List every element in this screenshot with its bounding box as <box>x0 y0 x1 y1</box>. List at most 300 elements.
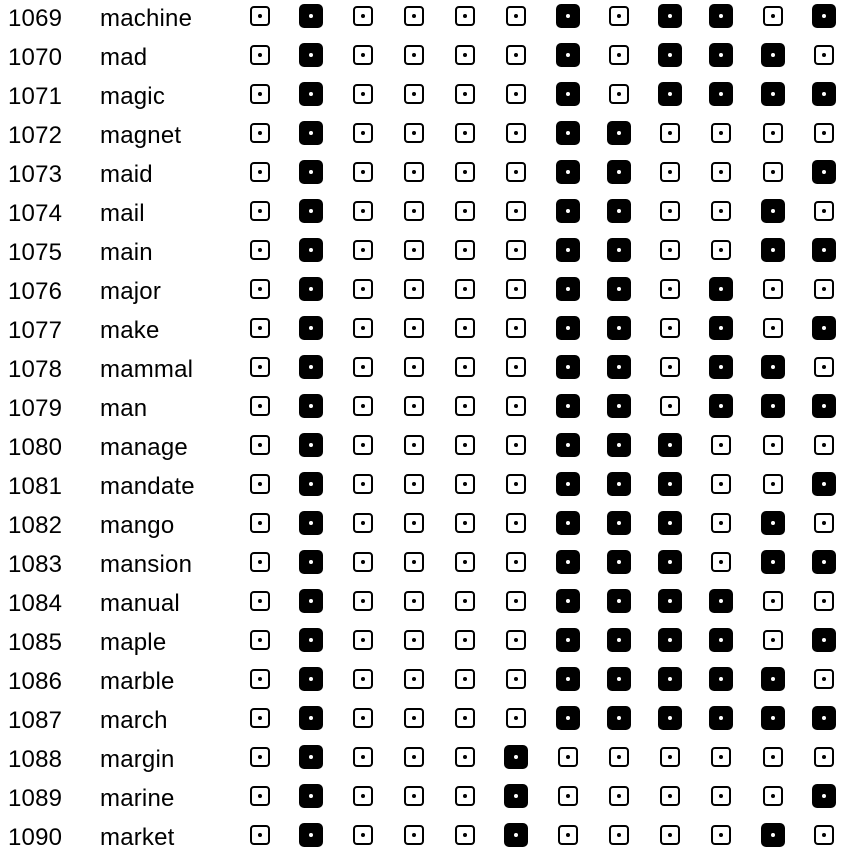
bit-empty-icon <box>814 825 834 845</box>
bit-filled-icon <box>556 433 580 457</box>
bit-empty-icon <box>455 435 475 455</box>
bit-empty-icon <box>404 708 424 728</box>
table-row <box>0 470 855 509</box>
bit-empty-icon <box>506 708 526 728</box>
bit-filled-icon <box>607 316 631 340</box>
bit-filled-icon <box>709 4 733 28</box>
bit-empty-icon <box>455 162 475 182</box>
word-label: mansion <box>100 551 193 578</box>
bit-empty-icon <box>404 669 424 689</box>
bit-filled-icon <box>658 706 682 730</box>
word-label: marble <box>100 668 175 695</box>
bit-empty-icon <box>763 474 783 494</box>
bit-filled-icon <box>556 511 580 535</box>
bit-filled-icon <box>658 589 682 613</box>
bit-filled-icon <box>607 160 631 184</box>
bit-filled-icon <box>299 472 323 496</box>
bit-empty-icon <box>353 513 373 533</box>
bit-empty-icon <box>506 630 526 650</box>
bit-filled-icon <box>658 667 682 691</box>
bit-filled-icon <box>709 394 733 418</box>
bit-empty-icon <box>763 162 783 182</box>
bit-empty-icon <box>506 240 526 260</box>
bit-filled-icon <box>761 511 785 535</box>
bit-empty-icon <box>404 825 424 845</box>
bit-empty-icon <box>609 747 629 767</box>
bit-filled-icon <box>607 199 631 223</box>
bit-filled-icon <box>761 394 785 418</box>
bit-empty-icon <box>506 123 526 143</box>
bit-filled-icon <box>607 667 631 691</box>
bit-filled-icon <box>299 277 323 301</box>
bit-filled-icon <box>299 667 323 691</box>
bit-empty-icon <box>353 669 373 689</box>
bit-empty-icon <box>814 201 834 221</box>
bit-filled-icon <box>658 472 682 496</box>
bit-empty-icon <box>250 552 270 572</box>
bit-empty-icon <box>506 591 526 611</box>
word-index: 1076 <box>8 278 63 305</box>
word-label: mango <box>100 512 175 539</box>
bit-empty-icon <box>711 162 731 182</box>
bit-empty-icon <box>353 84 373 104</box>
bit-filled-icon <box>761 238 785 262</box>
bit-empty-icon <box>404 747 424 767</box>
bit-filled-icon <box>607 511 631 535</box>
bit-filled-icon <box>299 745 323 769</box>
bit-empty-icon <box>250 318 270 338</box>
table-row <box>0 626 855 665</box>
bit-filled-icon <box>556 199 580 223</box>
bit-empty-icon <box>353 552 373 572</box>
word-index: 1073 <box>8 161 63 188</box>
bit-empty-icon <box>250 747 270 767</box>
bit-filled-icon <box>607 628 631 652</box>
bit-filled-icon <box>812 238 836 262</box>
bit-empty-icon <box>814 669 834 689</box>
bit-filled-icon <box>607 121 631 145</box>
bit-filled-icon <box>761 43 785 67</box>
bit-filled-icon <box>761 823 785 847</box>
bit-empty-icon <box>404 201 424 221</box>
bit-empty-icon <box>814 513 834 533</box>
word-label: mail <box>100 200 145 227</box>
bit-filled-icon <box>299 121 323 145</box>
bit-empty-icon <box>455 513 475 533</box>
bit-empty-icon <box>660 825 680 845</box>
word-label: man <box>100 395 148 422</box>
bit-filled-icon <box>709 706 733 730</box>
bit-filled-icon <box>299 706 323 730</box>
bit-empty-icon <box>353 162 373 182</box>
bit-filled-icon <box>556 394 580 418</box>
bit-empty-icon <box>506 552 526 572</box>
bit-empty-icon <box>404 84 424 104</box>
bit-empty-icon <box>455 279 475 299</box>
table-row <box>0 392 855 431</box>
bit-empty-icon <box>455 45 475 65</box>
word-index: 1081 <box>8 473 63 500</box>
bit-empty-icon <box>660 201 680 221</box>
word-label: main <box>100 239 153 266</box>
bit-empty-icon <box>763 6 783 26</box>
bit-empty-icon <box>455 396 475 416</box>
bit-empty-icon <box>455 825 475 845</box>
bit-filled-icon <box>504 784 528 808</box>
bit-empty-icon <box>660 162 680 182</box>
bit-filled-icon <box>709 316 733 340</box>
bit-empty-icon <box>250 474 270 494</box>
word-index: 1085 <box>8 629 63 656</box>
table-row <box>0 704 855 743</box>
bit-empty-icon <box>814 279 834 299</box>
bit-empty-icon <box>455 240 475 260</box>
bit-empty-icon <box>353 630 373 650</box>
bit-empty-icon <box>711 825 731 845</box>
bit-filled-icon <box>556 472 580 496</box>
bit-filled-icon <box>761 550 785 574</box>
bit-filled-icon <box>709 355 733 379</box>
word-index: 1080 <box>8 434 63 461</box>
bit-empty-icon <box>455 201 475 221</box>
bit-filled-icon <box>709 277 733 301</box>
table-row <box>0 821 855 860</box>
bit-empty-icon <box>404 513 424 533</box>
bit-filled-icon <box>709 589 733 613</box>
bit-empty-icon <box>455 552 475 572</box>
table-row <box>0 41 855 80</box>
bit-empty-icon <box>404 240 424 260</box>
bit-empty-icon <box>404 357 424 377</box>
table-row <box>0 353 855 392</box>
bit-empty-icon <box>558 747 578 767</box>
bit-empty-icon <box>353 825 373 845</box>
bit-filled-icon <box>709 43 733 67</box>
word-index: 1072 <box>8 122 63 149</box>
bit-empty-icon <box>506 435 526 455</box>
bit-empty-icon <box>660 279 680 299</box>
bit-empty-icon <box>250 201 270 221</box>
bit-empty-icon <box>353 786 373 806</box>
bit-empty-icon <box>660 357 680 377</box>
bit-filled-icon <box>556 316 580 340</box>
bit-empty-icon <box>660 747 680 767</box>
bit-empty-icon <box>353 201 373 221</box>
bit-empty-icon <box>711 435 731 455</box>
table-row <box>0 119 855 158</box>
bit-empty-icon <box>506 357 526 377</box>
bit-empty-icon <box>404 318 424 338</box>
bit-empty-icon <box>814 747 834 767</box>
word-index: 1075 <box>8 239 63 266</box>
bit-empty-icon <box>404 552 424 572</box>
word-label: manage <box>100 434 188 461</box>
bit-empty-icon <box>763 630 783 650</box>
bit-empty-icon <box>711 552 731 572</box>
bit-empty-icon <box>404 123 424 143</box>
word-index: 1069 <box>8 5 63 32</box>
bit-empty-icon <box>506 474 526 494</box>
bit-filled-icon <box>556 706 580 730</box>
bit-empty-icon <box>660 396 680 416</box>
word-index: 1089 <box>8 785 63 812</box>
word-index: 1087 <box>8 707 63 734</box>
bit-empty-icon <box>250 708 270 728</box>
bit-filled-icon <box>504 823 528 847</box>
bit-empty-icon <box>506 669 526 689</box>
bit-empty-icon <box>353 357 373 377</box>
bit-filled-icon <box>299 550 323 574</box>
bit-empty-icon <box>814 435 834 455</box>
bit-filled-icon <box>761 667 785 691</box>
bit-empty-icon <box>353 279 373 299</box>
bit-empty-icon <box>455 6 475 26</box>
word-label: margin <box>100 746 175 773</box>
bit-filled-icon <box>299 238 323 262</box>
bit-empty-icon <box>814 123 834 143</box>
word-label: manual <box>100 590 180 617</box>
bit-empty-icon <box>404 435 424 455</box>
bit-filled-icon <box>299 511 323 535</box>
bit-filled-icon <box>299 784 323 808</box>
word-label: mandate <box>100 473 195 500</box>
bit-filled-icon <box>556 4 580 28</box>
bit-empty-icon <box>455 786 475 806</box>
word-index: 1071 <box>8 83 63 110</box>
bit-empty-icon <box>814 45 834 65</box>
bit-filled-icon <box>299 43 323 67</box>
bit-filled-icon <box>812 706 836 730</box>
bit-empty-icon <box>353 396 373 416</box>
table-row <box>0 236 855 275</box>
bit-empty-icon <box>660 123 680 143</box>
bit-empty-icon <box>353 747 373 767</box>
word-index: 1088 <box>8 746 63 773</box>
bit-filled-icon <box>658 628 682 652</box>
table-row <box>0 314 855 353</box>
bit-empty-icon <box>404 396 424 416</box>
table-row <box>0 158 855 197</box>
bit-empty-icon <box>250 591 270 611</box>
bit-empty-icon <box>404 786 424 806</box>
bit-filled-icon <box>761 82 785 106</box>
bit-empty-icon <box>506 162 526 182</box>
bit-filled-icon <box>761 199 785 223</box>
bit-filled-icon <box>709 667 733 691</box>
word-index: 1077 <box>8 317 63 344</box>
table-row <box>0 665 855 704</box>
bit-empty-icon <box>455 630 475 650</box>
table-row <box>0 782 855 821</box>
bit-filled-icon <box>812 394 836 418</box>
word-label: maple <box>100 629 167 656</box>
bit-filled-icon <box>556 43 580 67</box>
bit-empty-icon <box>711 513 731 533</box>
word-label: magnet <box>100 122 182 149</box>
bit-filled-icon <box>299 82 323 106</box>
bit-empty-icon <box>250 669 270 689</box>
bit-filled-icon <box>607 433 631 457</box>
bit-filled-icon <box>607 355 631 379</box>
bit-empty-icon <box>711 786 731 806</box>
bit-filled-icon <box>812 316 836 340</box>
bit-filled-icon <box>812 160 836 184</box>
bit-filled-icon <box>556 160 580 184</box>
bit-empty-icon <box>250 357 270 377</box>
bit-empty-icon <box>558 786 578 806</box>
bit-empty-icon <box>763 435 783 455</box>
bit-empty-icon <box>250 435 270 455</box>
bit-filled-icon <box>607 589 631 613</box>
bit-empty-icon <box>353 591 373 611</box>
bit-filled-icon <box>299 394 323 418</box>
bit-empty-icon <box>660 318 680 338</box>
table-row <box>0 509 855 548</box>
bit-empty-icon <box>353 435 373 455</box>
word-index: 1084 <box>8 590 63 617</box>
bit-empty-icon <box>455 474 475 494</box>
bit-filled-icon <box>299 589 323 613</box>
bit-empty-icon <box>250 630 270 650</box>
table-row <box>0 2 855 41</box>
bit-filled-icon <box>658 4 682 28</box>
bit-filled-icon <box>607 706 631 730</box>
bit-filled-icon <box>556 628 580 652</box>
bit-filled-icon <box>812 82 836 106</box>
bit-filled-icon <box>299 628 323 652</box>
bit-empty-icon <box>814 591 834 611</box>
bit-filled-icon <box>607 394 631 418</box>
bit-empty-icon <box>353 6 373 26</box>
bit-empty-icon <box>353 240 373 260</box>
bit-filled-icon <box>299 433 323 457</box>
table-row <box>0 743 855 782</box>
word-index: 1090 <box>8 824 63 851</box>
word-label: market <box>100 824 175 851</box>
bit-empty-icon <box>250 123 270 143</box>
bit-filled-icon <box>812 784 836 808</box>
bit-empty-icon <box>455 318 475 338</box>
bit-empty-icon <box>711 201 731 221</box>
bit-filled-icon <box>299 355 323 379</box>
bit-empty-icon <box>763 591 783 611</box>
bit-empty-icon <box>763 747 783 767</box>
bit-empty-icon <box>558 825 578 845</box>
bit-empty-icon <box>250 45 270 65</box>
bit-empty-icon <box>763 786 783 806</box>
word-index: 1083 <box>8 551 63 578</box>
bit-empty-icon <box>250 6 270 26</box>
bit-filled-icon <box>607 550 631 574</box>
word-index: 1074 <box>8 200 63 227</box>
bit-empty-icon <box>660 786 680 806</box>
word-label: make <box>100 317 160 344</box>
bit-empty-icon <box>455 669 475 689</box>
bit-empty-icon <box>404 474 424 494</box>
bit-empty-icon <box>455 84 475 104</box>
word-index: 1082 <box>8 512 63 539</box>
bit-empty-icon <box>353 123 373 143</box>
bit-filled-icon <box>299 199 323 223</box>
bit-empty-icon <box>609 45 629 65</box>
bit-filled-icon <box>812 550 836 574</box>
bit-empty-icon <box>250 396 270 416</box>
word-label: march <box>100 707 168 734</box>
bit-empty-icon <box>763 318 783 338</box>
bit-empty-icon <box>609 84 629 104</box>
bit-empty-icon <box>250 513 270 533</box>
bit-filled-icon <box>504 745 528 769</box>
bit-empty-icon <box>609 6 629 26</box>
bit-filled-icon <box>556 82 580 106</box>
word-index: 1070 <box>8 44 63 71</box>
bit-filled-icon <box>556 355 580 379</box>
bit-filled-icon <box>607 238 631 262</box>
bit-empty-icon <box>250 279 270 299</box>
bit-filled-icon <box>761 355 785 379</box>
bit-empty-icon <box>455 747 475 767</box>
bit-empty-icon <box>660 240 680 260</box>
bit-empty-icon <box>353 708 373 728</box>
word-index: 1086 <box>8 668 63 695</box>
table-row <box>0 197 855 236</box>
bit-empty-icon <box>250 84 270 104</box>
word-label: mad <box>100 44 148 71</box>
bit-filled-icon <box>761 706 785 730</box>
word-label: major <box>100 278 162 305</box>
bit-empty-icon <box>506 396 526 416</box>
bit-empty-icon <box>455 357 475 377</box>
bit-empty-icon <box>404 6 424 26</box>
bit-filled-icon <box>658 43 682 67</box>
table-row <box>0 275 855 314</box>
bit-filled-icon <box>556 277 580 301</box>
bit-filled-icon <box>658 433 682 457</box>
bit-filled-icon <box>556 589 580 613</box>
bit-empty-icon <box>404 591 424 611</box>
table-row <box>0 431 855 470</box>
bit-empty-icon <box>353 318 373 338</box>
word-label: mammal <box>100 356 194 383</box>
bit-filled-icon <box>812 4 836 28</box>
bit-empty-icon <box>814 357 834 377</box>
bit-empty-icon <box>763 123 783 143</box>
bit-empty-icon <box>404 162 424 182</box>
bit-filled-icon <box>556 550 580 574</box>
bit-empty-icon <box>609 786 629 806</box>
bit-filled-icon <box>658 511 682 535</box>
bit-filled-icon <box>299 4 323 28</box>
word-label: marine <box>100 785 175 812</box>
word-label: maid <box>100 161 153 188</box>
bit-empty-icon <box>353 45 373 65</box>
word-index: 1078 <box>8 356 63 383</box>
bit-filled-icon <box>658 550 682 574</box>
bit-empty-icon <box>455 123 475 143</box>
word-index: 1079 <box>8 395 63 422</box>
table-row <box>0 548 855 587</box>
bit-empty-icon <box>506 201 526 221</box>
bit-empty-icon <box>506 84 526 104</box>
bit-filled-icon <box>658 82 682 106</box>
bit-empty-icon <box>711 123 731 143</box>
bit-empty-icon <box>763 279 783 299</box>
bit-empty-icon <box>250 240 270 260</box>
bit-filled-icon <box>556 667 580 691</box>
bit-empty-icon <box>506 6 526 26</box>
bit-empty-icon <box>250 162 270 182</box>
bit-filled-icon <box>812 628 836 652</box>
